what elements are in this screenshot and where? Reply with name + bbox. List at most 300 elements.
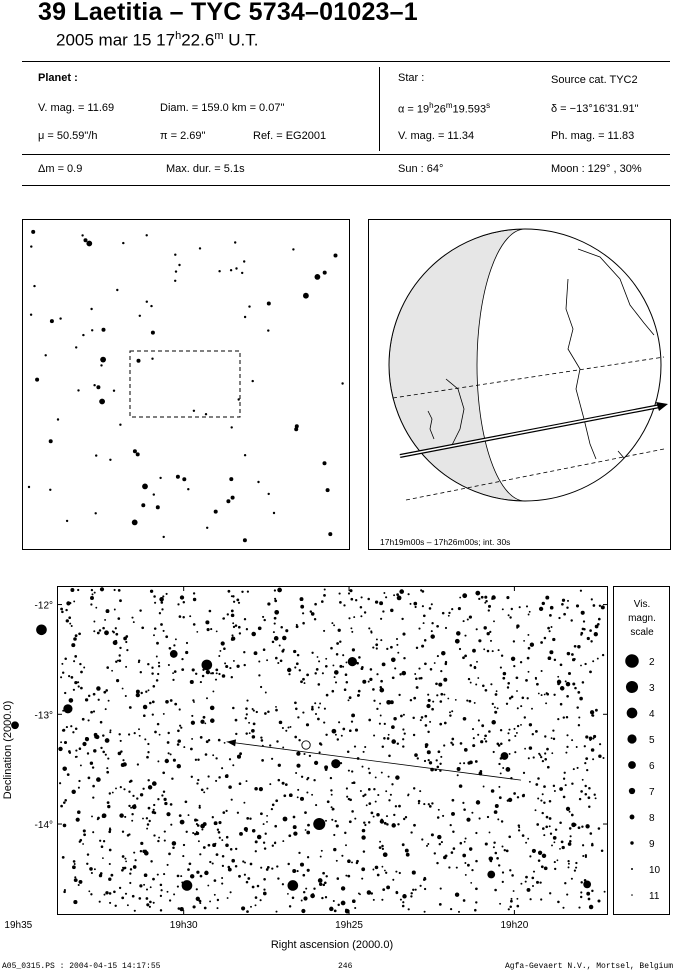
field-star	[591, 890, 593, 892]
field-star	[496, 857, 499, 860]
field-star	[315, 713, 317, 715]
field-star	[513, 890, 515, 892]
field-star	[74, 878, 78, 882]
field-star	[509, 616, 511, 618]
field-star	[250, 906, 252, 908]
field-star	[249, 732, 251, 734]
field-star	[148, 785, 152, 789]
field-star	[385, 596, 387, 598]
field-star	[536, 881, 539, 884]
field-star	[506, 850, 509, 853]
field-star	[532, 733, 534, 735]
finder-star	[82, 334, 84, 336]
field-star	[473, 737, 475, 739]
field-star	[578, 826, 581, 829]
max-duration: Max. dur. = 5.1s	[166, 163, 245, 175]
field-star	[529, 781, 531, 783]
field-star	[588, 787, 591, 790]
field-star	[152, 878, 155, 881]
field-star	[381, 899, 383, 901]
field-star	[566, 746, 568, 748]
field-star	[335, 681, 337, 683]
field-star	[91, 872, 93, 874]
finder-star	[113, 390, 115, 392]
field-star	[172, 841, 177, 846]
field-star	[147, 743, 149, 745]
field-star	[255, 840, 258, 843]
field-star	[168, 853, 171, 856]
field-star	[592, 758, 594, 760]
field-star	[78, 780, 80, 782]
field-star	[134, 732, 136, 734]
field-star	[475, 760, 478, 763]
field-star	[218, 831, 221, 834]
field-star	[459, 784, 463, 788]
finder-star	[136, 452, 140, 456]
field-star	[82, 843, 84, 845]
field-star	[450, 824, 452, 826]
bright-star	[313, 818, 325, 830]
field-star	[540, 898, 542, 900]
field-star	[500, 667, 502, 669]
field-star	[462, 802, 464, 804]
field-star	[507, 732, 509, 734]
field-star	[188, 814, 190, 816]
field-star	[275, 657, 278, 660]
field-star	[388, 734, 390, 736]
field-star	[540, 800, 542, 802]
field-star	[528, 757, 530, 759]
field-star	[115, 627, 117, 629]
field-star	[379, 846, 382, 849]
field-star	[103, 840, 105, 842]
field-star	[423, 622, 425, 624]
field-star	[332, 690, 335, 693]
field-star	[177, 875, 180, 878]
field-star	[73, 600, 75, 602]
field-star	[513, 640, 515, 642]
field-star	[417, 757, 419, 759]
field-star	[288, 727, 290, 729]
field-star	[410, 892, 412, 894]
finder-star	[241, 272, 243, 274]
field-star	[532, 849, 536, 853]
field-star	[418, 668, 420, 670]
field-star	[206, 697, 208, 699]
field-star	[161, 608, 163, 610]
field-star	[252, 735, 256, 739]
field-star	[457, 774, 459, 776]
finder-star	[231, 496, 235, 500]
event-datetime	[56, 30, 258, 51]
field-star	[148, 807, 151, 810]
field-star	[332, 729, 337, 734]
field-star	[160, 623, 163, 626]
field-star	[516, 627, 518, 629]
field-star	[544, 694, 546, 696]
field-star	[507, 682, 510, 685]
field-star	[282, 782, 285, 785]
field-star	[148, 689, 150, 691]
field-star	[380, 819, 383, 822]
field-star	[303, 896, 307, 900]
field-star	[429, 607, 432, 610]
field-star	[396, 638, 398, 640]
field-star	[318, 683, 321, 686]
field-star	[448, 615, 450, 617]
field-star	[109, 731, 111, 733]
field-star	[322, 672, 324, 674]
field-star	[73, 637, 77, 641]
field-star	[538, 859, 541, 862]
field-star	[239, 752, 242, 755]
field-star	[120, 750, 122, 752]
field-star	[499, 796, 502, 799]
field-star	[312, 893, 314, 895]
field-star	[87, 752, 89, 754]
field-star	[151, 667, 153, 669]
field-star	[442, 815, 444, 817]
field-star	[109, 849, 112, 852]
field-star	[423, 614, 426, 617]
field-star	[582, 779, 584, 781]
field-star	[382, 746, 384, 748]
field-star	[69, 698, 74, 703]
field-star	[351, 782, 353, 784]
field-star	[560, 703, 563, 706]
field-star	[361, 867, 365, 871]
field-star	[604, 891, 606, 893]
field-star	[60, 608, 63, 611]
field-star	[498, 763, 500, 765]
field-star	[449, 714, 451, 716]
field-star	[206, 787, 208, 789]
field-star	[537, 777, 540, 780]
finder-star	[174, 280, 176, 282]
field-star	[566, 606, 568, 608]
field-star	[153, 809, 155, 811]
field-star	[283, 794, 286, 797]
field-star	[252, 886, 255, 889]
field-star	[527, 634, 529, 636]
field-star	[323, 594, 326, 597]
field-star	[594, 794, 596, 796]
field-star	[137, 763, 139, 765]
field-star	[305, 829, 307, 831]
field-star	[246, 881, 249, 884]
field-star	[549, 614, 552, 617]
field-star	[567, 860, 569, 862]
mag-scale-label: 7	[649, 787, 655, 798]
field-star	[577, 691, 580, 694]
magnitude-drop: Δm = 0.9	[38, 163, 83, 175]
field-star	[597, 658, 599, 660]
field-star	[400, 715, 403, 718]
field-star	[109, 863, 111, 865]
field-star	[336, 860, 338, 862]
mag-scale-label: 8	[649, 813, 655, 824]
field-star	[493, 841, 495, 843]
field-star	[94, 592, 96, 594]
field-star	[476, 800, 480, 804]
field-star	[244, 664, 246, 666]
field-star	[437, 816, 440, 819]
field-star	[218, 673, 220, 675]
field-star	[475, 901, 477, 903]
field-star	[497, 707, 499, 709]
field-star	[212, 690, 214, 692]
field-star	[431, 603, 433, 605]
field-star	[62, 672, 64, 674]
field-star	[69, 752, 71, 754]
field-star	[72, 731, 74, 733]
field-star	[223, 647, 226, 650]
field-star	[191, 776, 193, 778]
field-star	[477, 734, 479, 736]
field-star	[416, 686, 419, 689]
field-star	[509, 753, 511, 755]
footer-page-number: 246	[338, 962, 353, 971]
field-star	[337, 904, 339, 906]
field-star	[585, 735, 588, 738]
field-star	[546, 816, 549, 819]
sky-chart	[0, 580, 680, 972]
finder-star	[252, 380, 254, 382]
field-star	[261, 759, 264, 762]
field-star	[494, 889, 497, 892]
field-star	[544, 758, 547, 761]
field-star	[266, 815, 268, 817]
field-star	[339, 665, 342, 668]
field-star	[244, 862, 246, 864]
field-star	[429, 805, 432, 808]
field-star	[514, 751, 516, 753]
field-star	[463, 899, 466, 902]
field-star	[589, 671, 592, 674]
field-star	[547, 627, 550, 630]
field-star	[463, 808, 466, 811]
field-star	[69, 602, 71, 604]
field-star	[66, 619, 69, 622]
field-star	[517, 707, 519, 709]
field-star	[114, 589, 116, 591]
field-star	[452, 830, 454, 832]
field-star	[346, 681, 349, 684]
field-star	[348, 699, 350, 701]
field-star	[369, 772, 371, 774]
field-star	[448, 866, 450, 868]
field-star	[421, 838, 423, 840]
field-star	[232, 707, 235, 710]
field-star	[78, 632, 81, 635]
field-star	[390, 646, 393, 649]
field-star	[154, 602, 156, 604]
event-date: 2005 mar 15 17	[56, 30, 176, 50]
field-star	[83, 833, 86, 836]
field-star	[548, 656, 552, 660]
field-star	[254, 787, 258, 791]
finder-star	[205, 413, 207, 415]
field-star	[354, 818, 356, 820]
finder-star	[334, 254, 338, 258]
field-star	[595, 709, 598, 712]
finder-star	[214, 510, 218, 514]
field-star	[440, 888, 442, 890]
finder-star	[328, 532, 332, 536]
mag-scale-dot	[626, 681, 638, 693]
field-star	[553, 694, 555, 696]
field-star	[597, 899, 600, 902]
field-star	[303, 891, 305, 893]
field-star	[229, 667, 231, 669]
field-star	[248, 722, 250, 724]
field-star	[324, 882, 327, 885]
field-star	[266, 868, 269, 871]
field-star	[551, 752, 553, 754]
field-star	[399, 673, 401, 675]
field-star	[541, 865, 544, 868]
field-star	[580, 634, 582, 636]
field-star	[88, 695, 90, 697]
planet-reference: Ref. = EG2001	[253, 130, 327, 142]
finder-star	[81, 234, 83, 236]
field-star	[415, 606, 417, 608]
field-star	[561, 603, 564, 606]
field-star	[349, 696, 352, 699]
field-star	[88, 890, 90, 892]
field-star	[578, 907, 580, 909]
field-star	[536, 823, 539, 826]
finder-star	[230, 269, 232, 271]
field-star	[580, 881, 582, 883]
field-star	[511, 898, 513, 900]
field-star	[71, 790, 75, 794]
field-star	[235, 848, 237, 850]
field-star	[405, 816, 407, 818]
field-star	[451, 738, 454, 741]
field-star	[337, 738, 339, 740]
field-star	[124, 858, 126, 860]
mag-scale-label: 10	[649, 865, 661, 876]
field-star	[370, 632, 372, 634]
field-star	[239, 632, 241, 634]
field-star	[520, 705, 522, 707]
field-star	[571, 653, 574, 656]
field-star	[124, 816, 126, 818]
field-star	[500, 742, 503, 745]
field-star	[63, 824, 67, 828]
field-star	[200, 720, 204, 724]
field-star	[276, 911, 278, 913]
field-star	[304, 682, 306, 684]
field-star	[147, 751, 149, 753]
field-star	[563, 796, 566, 799]
field-star	[108, 878, 111, 881]
field-star	[420, 677, 423, 680]
field-star	[123, 788, 125, 790]
field-star	[525, 842, 527, 844]
field-star	[431, 708, 434, 711]
field-star	[302, 678, 305, 681]
field-star	[139, 884, 142, 887]
field-star	[162, 595, 164, 597]
field-star	[540, 756, 542, 758]
finder-star	[151, 331, 155, 335]
field-star	[122, 855, 125, 858]
field-star	[541, 694, 543, 696]
field-star	[402, 633, 405, 636]
field-star	[190, 680, 194, 684]
field-star	[549, 630, 551, 632]
field-star	[598, 827, 601, 830]
field-star	[368, 627, 370, 629]
bright-star	[583, 880, 591, 888]
field-star	[318, 660, 320, 662]
field-star	[403, 657, 405, 659]
field-star	[516, 690, 518, 692]
field-star	[437, 655, 439, 657]
field-star	[274, 589, 276, 591]
field-star	[93, 621, 95, 623]
field-star	[140, 793, 143, 796]
event-timescale: U.T.	[223, 30, 259, 50]
field-star	[557, 676, 559, 678]
field-star	[391, 783, 393, 785]
field-star	[333, 834, 335, 836]
field-star	[215, 780, 217, 782]
field-star	[251, 729, 255, 733]
field-star	[336, 642, 339, 645]
field-star	[127, 834, 130, 837]
finder-star	[176, 475, 180, 479]
field-star	[110, 729, 112, 731]
finder-star	[28, 486, 30, 488]
field-star	[440, 756, 442, 758]
field-star	[553, 841, 555, 843]
field-star	[272, 803, 275, 806]
field-star	[546, 748, 549, 751]
field-star	[339, 640, 341, 642]
field-star	[554, 868, 556, 870]
field-star	[101, 845, 104, 848]
field-star	[118, 589, 121, 592]
mag-scale-dot	[627, 734, 636, 743]
field-star	[560, 686, 565, 691]
field-star	[373, 700, 375, 702]
field-star	[245, 830, 247, 832]
field-star	[584, 663, 586, 665]
field-star	[382, 866, 384, 868]
field-star	[593, 604, 596, 607]
field-star	[163, 713, 165, 715]
bright-star	[182, 880, 193, 891]
field-star	[153, 902, 155, 904]
field-star	[342, 654, 344, 656]
field-star	[317, 656, 319, 658]
field-star	[391, 739, 396, 744]
field-star	[381, 845, 384, 848]
field-star	[194, 833, 197, 836]
field-star	[279, 645, 281, 647]
field-star	[196, 888, 198, 890]
field-star	[513, 665, 515, 667]
field-star	[580, 896, 582, 898]
field-star	[335, 820, 337, 822]
page-title: 39 Laetitia – TYC 5734–01023–1	[38, 0, 418, 26]
field-star	[351, 810, 354, 813]
field-star	[233, 601, 235, 603]
field-star	[300, 597, 304, 601]
